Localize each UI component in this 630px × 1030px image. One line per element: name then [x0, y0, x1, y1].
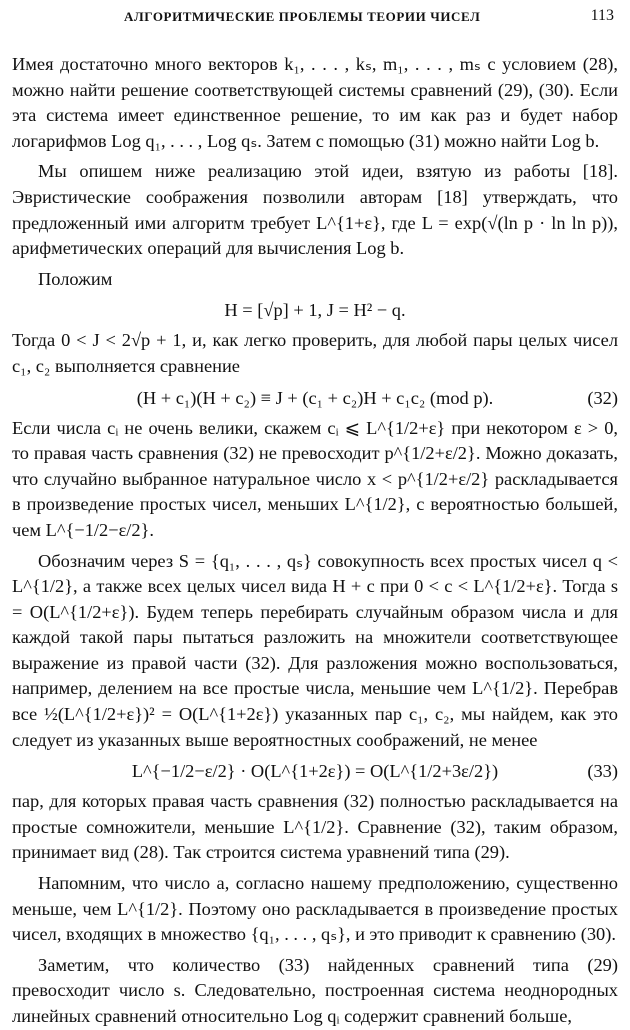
paragraph: Мы опишем ниже реализацию этой идеи, взятую из работы [18]. Эвристические соображения позволили авторам [18] утверждать, что предложенный ими алгоритм требует L^{1+ε}, где L = exp(√(ln p · ln ln p)), арифметических операций для вычисления Log b. [12, 161, 618, 259]
page-header [12, 5, 618, 29]
paragraph: Если числа cᵢ не очень велики, скажем cᵢ ⩽ L^{1/2+ε} при некотором ε > 0, то правая часть сравнения (32) не превосходит p^{1/2+ε/2}. Можно доказать, что случайно выбранное натуральное число x < p^{1/2+ε/2} раскладывается в произведение простых чисел, меньших L^{1/2}, с вероятностью большей, чем L^{−1/2−ε/2}. [12, 417, 618, 540]
paragraph: Имея достаточно много векторов k₁, . . . , kₛ, m₁, . . . , mₛ с условием (28), можно найти решение соответствующей системы сравнений (29), (30). Если эта система имеет единственное решение, то им как раз и будет набор логарифмов Log q₁, . . . , Log qₛ. Затем с помощью (31) можно найти Log b. [12, 54, 618, 151]
page [12, 0, 618, 1026]
paragraph: Напомним, что число a, согласно нашему предположению, существенно меньше, чем L^{1/2}. Поэтому оно раскладывается в произведение простых чисел, входящих в множество {q₁, . . . , qₛ}, и это приводит к сравнению (30). [12, 873, 618, 945]
equation-number: (33) [587, 761, 618, 782]
paragraph: Обозначим через S = {q₁, . . . , qₛ} совокупность всех простых чисел q < L^{1/2}, а также всех целых чисел вида H + c при 0 < c < L^{1/2+ε}. Тогда s = O(L^{1/2+ε}). Будем теперь перебирать случайным образом числа и для каждой такой пары пытаться разложить на множители соответствующее выражение из правой части (32). Для разложения можно воспользоваться, например, делением на все простые числа, меньшие чем L^{1/2}. Перебрав все ½(L^{1/2+ε})² = O(L^{1+2ε}) указанных пар c₁, c₂, мы найдем, как это следует из указанных выше вероятностных соображений, не менее [12, 550, 618, 750]
equation-body: (H + c₁)(H + c₂) ≡ J + (c₁ + c₂)H + c₁c₂ (mod p). [136, 387, 494, 408]
page-number: 113 [590, 7, 614, 24]
equation-body: H = [√p] + 1, J = H² − q. [224, 300, 406, 321]
equation [12, 757, 618, 785]
equation-number: (32) [587, 387, 618, 408]
equation [12, 384, 618, 412]
running-title: АЛГОРИТМИЧЕСКИЕ ПРОБЛЕМЫ ТЕОРИИ ЧИСЕЛ [124, 9, 481, 24]
page-body [12, 52, 618, 1030]
paragraph: пар, для которых правая часть сравнения (32) полностью раскладывается на простые сомножители, меньшие L^{1/2}. Сравнение (32), таким образом, принимает вид (28). Так строится система уравнений типа (29). [12, 791, 618, 863]
paragraph: Заметим, что количество (33) найденных сравнений типа (29) превосходит число s. Следовательно, построенная система неоднородных линейных сравнений относительно Log qᵢ содержит сравнений больше, [12, 954, 618, 1026]
equation-body: L^{−1/2−ε/2} · O(L^{1+2ε}) = O(L^{1/2+3ε/2}) [131, 761, 499, 782]
paragraph: Положим [38, 268, 113, 289]
equation [12, 296, 618, 324]
paragraph: Тогда 0 < J < 2√p + 1, и, как легко проверить, для любой пары целых чисел c₁, c₂ выполняется сравнение [12, 330, 618, 376]
